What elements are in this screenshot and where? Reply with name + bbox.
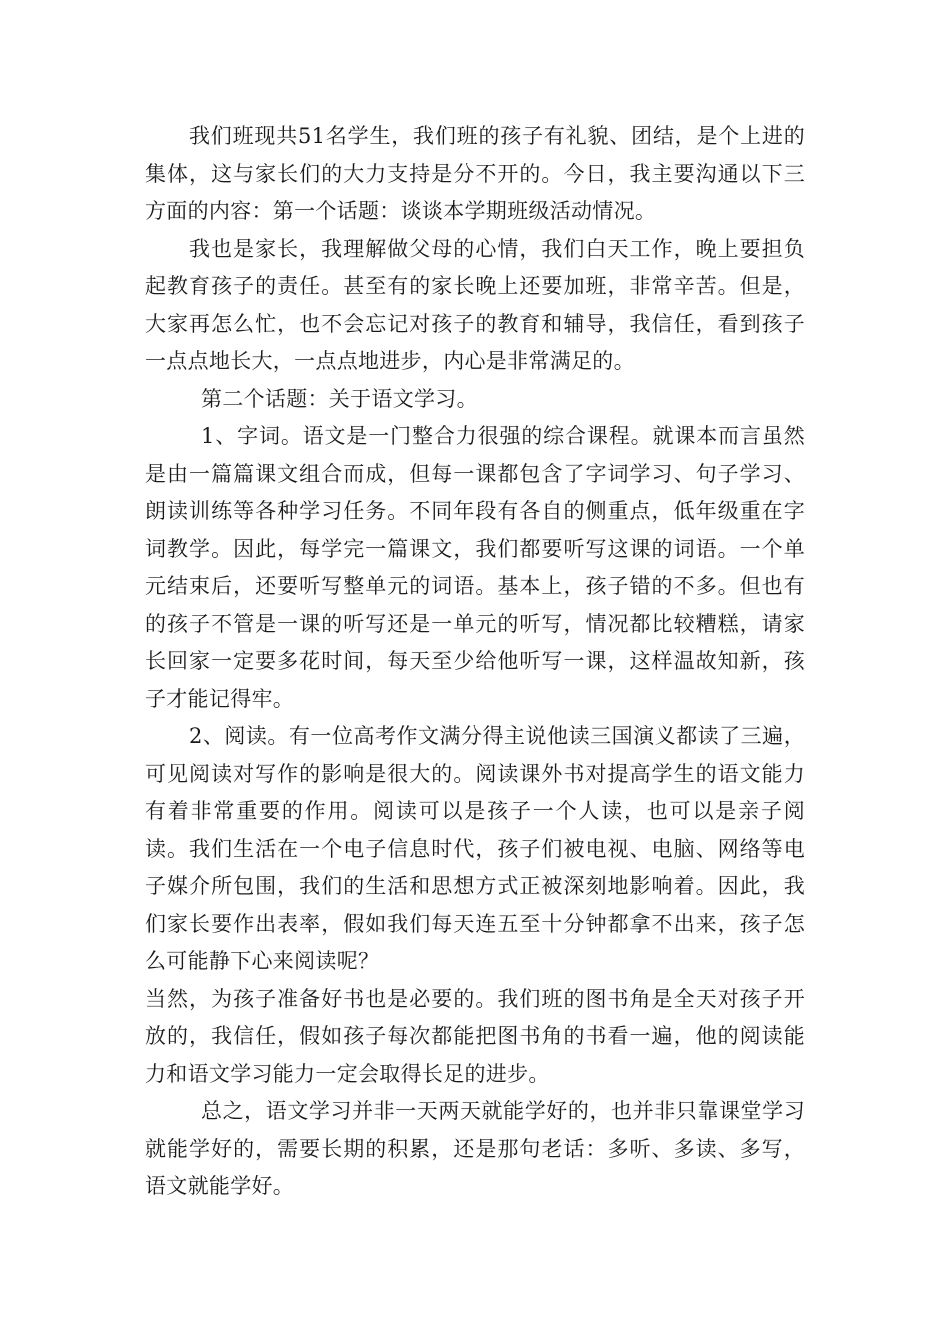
paragraph-parent-empathy: 我也是家长，我理解做父母的心情，我们白天工作，晚上要担负起教育孩子的责任。甚至有的家长晚上还要加班，非常辛苦。但是，大家再怎么忙，也不会忘记对孩子的教育和辅导，我信任，看到孩子一点点地长大，一点点地进步，内心是非常满足的。 [145,236,805,373]
paragraph-book-corner: 当然，为孩子准备好书也是必要的。我们班的图书角是全天对孩子开放的，我信任，假如孩子每次都能把图书角的书看一遍，他的阅读能力和语文学习能力一定会取得长足的进步。 [145,986,805,1086]
paragraph-class-intro: 我们班现共51名学生，我们班的孩子有礼貌、团结，是个上进的集体，这与家长们的大力支持是分不开的。今日，我主要沟通以下三方面的内容：第一个话题：谈谈本学期班级活动情况。 [145,124,805,223]
paragraph-reading: 2、阅读。有一位高考作文满分得主说他读三国演义都读了三遍，可见阅读对写作的影响是很大的。阅读课外书对提高学生的语文能力有着非常重要的作用。阅读可以是孩子一个人读，也可以是亲子阅读。我们生活在一个电子信息时代，孩子们被电视、电脑、网络等电子媒介所包围，我们的生活和思想方式正被深刻地影响着。因此，我们家长要作出表率，假如我们每天连五至十分钟都拿不出来，孩子怎么可能静下心来阅读呢？ [145,724,805,973]
document-body [145,118,805,1206]
paragraph-topic-two-heading: 第二个话题：关于语文学习。 [201,386,478,411]
paragraph-vocabulary: 1、字词。语文是一门整合力很强的综合课程。就课本而言虽然是由一篇篇课文组合而成，但每一课都包含了字词学习、句子学习、朗读训练等各种学习任务。不同年段有各自的侧重点，低年级重在字词教学。因此，每学完一篇课文，我们都要听写这课的词语。一个单元结束后，还要听写整单元的词语。基本上，孩子错的不多。但也有的孩子不管是一课的听写还是一单元的听写，情况都比较糟糕，请家长回家一定要多花时间，每天至少给他听写一课，这样温故知新，孩子才能记得牢。 [145,424,805,711]
paragraph-conclusion: 总之，语文学习并非一天两天就能学好的，也并非只靠课堂学习就能学好的，需要长期的积累，还是那句老话：多听、多读、多写，语文就能学好。 [145,1099,805,1198]
